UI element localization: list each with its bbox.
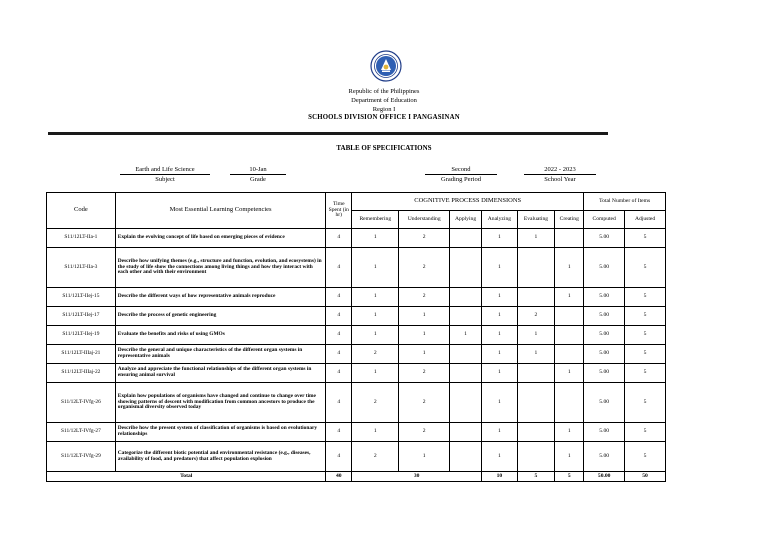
grading-period-label: Grading Period — [441, 176, 481, 183]
row-time: 4 — [326, 423, 352, 442]
row-time: 4 — [326, 345, 352, 364]
row-computed: 5.00 — [584, 364, 625, 383]
row-remembering: 1 — [352, 288, 399, 307]
row-applying — [449, 345, 481, 364]
row-competency: Describe how unifying themes (e.g., structure and function, evolution, and ecosystems) in the study of life show the connections among living things and how they interact with each other and with their environment — [115, 248, 326, 288]
total-cognitive: 30 — [352, 472, 482, 482]
table-row — [47, 345, 666, 364]
row-time: 4 — [326, 248, 352, 288]
row-computed: 5.00 — [584, 248, 625, 288]
row-computed: 5.00 — [584, 345, 625, 364]
analyzing-header: Analyzing — [482, 211, 517, 229]
row-adjusted: 5 — [625, 326, 666, 345]
total-label: Total — [47, 472, 326, 482]
table-row — [47, 229, 666, 248]
row-code: S11/12LT-IIa-1 — [47, 229, 116, 248]
row-understanding: 1 — [399, 307, 450, 326]
row-understanding: 1 — [399, 345, 450, 364]
row-analyzing: 1 — [482, 326, 517, 345]
subject-value: Earth and Life Science — [120, 166, 210, 175]
row-remembering: 1 — [352, 229, 399, 248]
row-analyzing: 1 — [482, 248, 517, 288]
total-analyzing: 10 — [482, 472, 517, 482]
row-computed: 5.00 — [584, 442, 625, 472]
row-code: S11/12LT-IIej-15 — [47, 288, 116, 307]
row-competency: Categorize the different biotic potential and environmental resistance (e.g., diseases, availability of food, and predators) that affect population explosion — [115, 442, 326, 472]
row-creating: 1 — [555, 423, 584, 442]
row-time: 4 — [326, 364, 352, 383]
total-row — [47, 472, 666, 482]
competencies-header: Most Essential Learning Competencies — [115, 193, 326, 229]
row-competency: Describe the general and unique characteristics of the different organ systems in representative animals — [115, 345, 326, 364]
row-code: S11/12LT-IVfg-26 — [47, 383, 116, 423]
school-year-label: School Year — [544, 176, 576, 183]
row-evaluating: 1 — [517, 229, 555, 248]
row-evaluating: 2 — [517, 307, 555, 326]
row-creating: 1 — [555, 364, 584, 383]
grade-value: 10-Jan — [230, 166, 286, 175]
row-adjusted: 5 — [625, 423, 666, 442]
row-time: 4 — [326, 442, 352, 472]
row-code: S11/12LT-IIIaj-21 — [47, 345, 116, 364]
row-evaluating — [517, 248, 555, 288]
grade-label: Grade — [250, 176, 266, 183]
understanding-header: Understanding — [399, 211, 450, 229]
evaluating-header: Evaluating — [517, 211, 555, 229]
row-adjusted: 5 — [625, 345, 666, 364]
row-creating — [555, 326, 584, 345]
total-items-header: Total Number of Items — [584, 193, 666, 211]
adjusted-header: Adjusted — [625, 211, 666, 229]
region-text: Region I — [372, 106, 396, 113]
row-code: S11/12LT-IVfg-27 — [47, 423, 116, 442]
row-competency: Explain how populations of organisms have changed and continue to change over time showing patterns of descent with modification from common ancestors to produce the organismal diversity observed today — [115, 383, 326, 423]
table-row — [47, 288, 666, 307]
school-year-value: 2022 - 2023 — [524, 166, 596, 175]
row-evaluating: 1 — [517, 345, 555, 364]
grading-period-field — [425, 166, 497, 183]
row-evaluating — [517, 442, 555, 472]
row-analyzing: 1 — [482, 345, 517, 364]
row-creating — [555, 229, 584, 248]
row-evaluating — [517, 383, 555, 423]
row-computed: 5.00 — [584, 288, 625, 307]
row-evaluating — [517, 364, 555, 383]
row-adjusted: 5 — [625, 383, 666, 423]
row-analyzing: 1 — [482, 423, 517, 442]
row-remembering: 1 — [352, 326, 399, 345]
table-row — [47, 442, 666, 472]
row-time: 4 — [326, 383, 352, 423]
row-code: S11/12LT-IIIaj-22 — [47, 364, 116, 383]
school-year-field — [524, 166, 596, 183]
republic-text: Republic of the Philippines — [348, 88, 420, 95]
row-competency: Describe the process of genetic engineering — [115, 307, 326, 326]
department-text: Department of Education — [351, 97, 417, 104]
row-computed: 5.00 — [584, 326, 625, 345]
table-row — [47, 307, 666, 326]
row-understanding: 1 — [399, 442, 450, 472]
total-evaluating: 5 — [517, 472, 555, 482]
row-adjusted: 5 — [625, 288, 666, 307]
table-row — [47, 326, 666, 345]
row-competency: Analyze and appreciate the functional relationships of the different organ systems in ensuring animal survival — [115, 364, 326, 383]
row-remembering: 1 — [352, 307, 399, 326]
row-understanding: 2 — [399, 383, 450, 423]
row-applying — [449, 442, 481, 472]
total-adjusted: 50 — [625, 472, 666, 482]
page-title: TABLE OF SPECIFICATIONS — [336, 144, 432, 152]
row-applying: 1 — [449, 326, 481, 345]
row-applying — [449, 248, 481, 288]
total-time: 40 — [326, 472, 352, 482]
row-remembering: 2 — [352, 442, 399, 472]
row-applying — [449, 229, 481, 248]
row-computed: 5.00 — [584, 229, 625, 248]
division-office-text: SCHOOLS DIVISION OFFICE I PANGASINAN — [308, 114, 460, 121]
row-remembering: 1 — [352, 364, 399, 383]
row-competency: Describe how the present system of classification of organisms is based on evolutionary relationships — [115, 423, 326, 442]
row-understanding: 2 — [399, 229, 450, 248]
row-understanding: 1 — [399, 326, 450, 345]
table-row — [47, 383, 666, 423]
row-creating — [555, 307, 584, 326]
row-adjusted: 5 — [625, 229, 666, 248]
row-code: S11/12LT-IIej-19 — [47, 326, 116, 345]
computed-header: Computed — [584, 211, 625, 229]
row-time: 4 — [326, 229, 352, 248]
table-row — [47, 364, 666, 383]
creating-header: Creating — [555, 211, 584, 229]
row-analyzing: 1 — [482, 288, 517, 307]
row-evaluating: 1 — [517, 326, 555, 345]
applying-header: Applying — [449, 211, 481, 229]
row-creating: 1 — [555, 248, 584, 288]
row-creating — [555, 383, 584, 423]
header-divider — [48, 132, 608, 135]
table-row — [47, 248, 666, 288]
row-analyzing: 1 — [482, 383, 517, 423]
time-spent-header: Time Spent (in hr) — [326, 193, 352, 229]
row-analyzing: 1 — [482, 307, 517, 326]
row-code: S11/12LT-IVfg-29 — [47, 442, 116, 472]
row-code: S11/12LT-IIa-3 — [47, 248, 116, 288]
subject-label: Subject — [155, 176, 175, 183]
total-computed: 50.00 — [584, 472, 625, 482]
row-understanding: 2 — [399, 423, 450, 442]
row-remembering: 1 — [352, 248, 399, 288]
row-computed: 5.00 — [584, 383, 625, 423]
row-applying — [449, 288, 481, 307]
row-remembering: 2 — [352, 383, 399, 423]
row-creating: 1 — [555, 442, 584, 472]
row-competency: Explain the evolving concept of life based on emerging pieces of evidence — [115, 229, 326, 248]
row-creating: 1 — [555, 288, 584, 307]
row-time: 4 — [326, 307, 352, 326]
row-remembering: 1 — [352, 423, 399, 442]
deped-seal-icon — [370, 50, 402, 82]
table-row — [47, 423, 666, 442]
row-adjusted: 5 — [625, 307, 666, 326]
row-analyzing: 1 — [482, 364, 517, 383]
row-applying — [449, 307, 481, 326]
grading-period-value: Second — [425, 166, 497, 175]
row-applying — [449, 383, 481, 423]
row-applying — [449, 423, 481, 442]
row-understanding: 2 — [399, 364, 450, 383]
row-applying — [449, 364, 481, 383]
specifications-table — [46, 192, 666, 482]
row-creating — [555, 345, 584, 364]
row-understanding: 2 — [399, 248, 450, 288]
remembering-header: Remembering — [352, 211, 399, 229]
row-time: 4 — [326, 326, 352, 345]
row-remembering: 2 — [352, 345, 399, 364]
row-understanding: 2 — [399, 288, 450, 307]
row-adjusted: 5 — [625, 442, 666, 472]
row-adjusted: 5 — [625, 364, 666, 383]
total-creating: 5 — [555, 472, 584, 482]
row-competency: Evaluate the benefits and risks of using GMOs — [115, 326, 326, 345]
row-adjusted: 5 — [625, 248, 666, 288]
row-time: 4 — [326, 288, 352, 307]
row-evaluating — [517, 288, 555, 307]
row-analyzing: 1 — [482, 229, 517, 248]
row-computed: 5.00 — [584, 423, 625, 442]
grade-field — [230, 166, 286, 183]
row-computed: 5.00 — [584, 307, 625, 326]
cognitive-dimensions-header: COGNITIVE PROCESS DIMENSIONS — [352, 193, 584, 211]
subject-field — [120, 166, 210, 183]
row-competency: Describe the different ways of how representative animals reproduce — [115, 288, 326, 307]
row-evaluating — [517, 423, 555, 442]
row-analyzing: 1 — [482, 442, 517, 472]
code-header: Code — [47, 193, 116, 229]
row-code: S11/12LT-IIej-17 — [47, 307, 116, 326]
